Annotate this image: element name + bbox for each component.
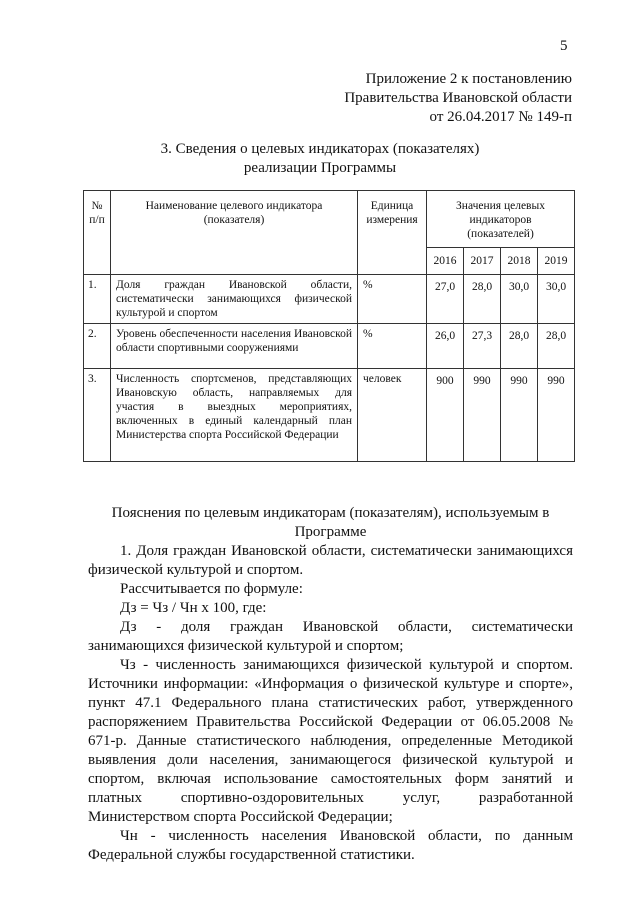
section-title <box>60 140 580 178</box>
header-unit: Единица измерения <box>358 191 427 275</box>
explanations <box>88 504 573 865</box>
row-unit: % <box>358 275 427 324</box>
section-title-line: 3. Сведения о целевых индикаторах (показателях) <box>160 141 480 157</box>
header-year: 2018 <box>501 248 538 275</box>
row-value: 990 <box>501 369 538 462</box>
indicators-table <box>83 190 575 462</box>
row-value: 900 <box>427 369 464 462</box>
appendix-line: от 26.04.2017 № 149-п <box>429 109 572 125</box>
appendix-header <box>344 70 572 127</box>
row-no: 3. <box>84 369 111 462</box>
row-value: 27,3 <box>464 324 501 369</box>
row-no: 2. <box>84 324 111 369</box>
table-row <box>84 369 575 462</box>
header-name: Наименование целевого индикатора (показателя) <box>111 191 358 275</box>
explanations-title: Пояснения по целевым индикаторам (показателям), используемым в Программе <box>111 505 550 540</box>
header-year: 2016 <box>427 248 464 275</box>
header-year: 2017 <box>464 248 501 275</box>
section-title-line: реализации Программы <box>243 160 397 176</box>
explanation-paragraph: 1. Доля граждан Ивановской области, систематически занимающихся физической культурой и спортом. <box>88 543 573 578</box>
table-row <box>84 275 575 324</box>
row-value: 990 <box>538 369 575 462</box>
row-value: 990 <box>464 369 501 462</box>
row-value: 28,0 <box>538 324 575 369</box>
explanation-paragraph: Чз - численность занимающихся физической культурой и спортом. Источники информации: «Информация о физической культуре и спорте», пункт 47.1 Федерального плана статистических работ, утвержденного распоряжением Правительства Российской Федерации от 06.05.2008 № 671-р. Данные статистического наблюдения, определенные Методикой выявления доли населения, занимающегося физической культурой и спортом, включая использование самостоятельных форм занятий и платных спортивно-оздоровительных услуг, разработанной Министерством спорта Российской Федерации; <box>88 657 573 825</box>
appendix-line: Правительства Ивановской области <box>344 90 572 106</box>
row-no: 1. <box>84 275 111 324</box>
header-year: 2019 <box>538 248 575 275</box>
explanation-paragraph: Рассчитывается по формуле: <box>120 581 303 597</box>
row-name: Доля граждан Ивановской области, систематически занимающихся физической культурой и спортом <box>111 275 358 324</box>
row-value: 26,0 <box>427 324 464 369</box>
formula: Дз = Чз / Чн х 100, где: <box>120 600 267 616</box>
row-unit: человек <box>358 369 427 462</box>
page-number: 5 <box>560 38 568 54</box>
row-value: 30,0 <box>538 275 575 324</box>
row-value: 27,0 <box>427 275 464 324</box>
row-unit: % <box>358 324 427 369</box>
table-row <box>84 324 575 369</box>
explanation-paragraph: Дз - доля граждан Ивановской области, систематически занимающихся физической культурой и спортом; <box>88 619 573 654</box>
header-no: № п/п <box>84 191 111 275</box>
row-value: 28,0 <box>501 324 538 369</box>
row-name: Численность спортсменов, представляющих Ивановскую область, направляемых для участия в выездных мероприятиях, включенных в единый календарный план Министерства спорта Российской Федерации <box>111 369 358 462</box>
row-name: Уровень обеспеченности населения Ивановской области спортивными сооружениями <box>111 324 358 369</box>
header-values: Значения целевых индикаторов (показателей) <box>427 191 575 248</box>
explanation-paragraph: Чн - численность населения Ивановской области, по данным Федеральной службы государственной статистики. <box>88 828 573 863</box>
appendix-line: Приложение 2 к постановлению <box>365 71 572 87</box>
row-value: 28,0 <box>464 275 501 324</box>
row-value: 30,0 <box>501 275 538 324</box>
